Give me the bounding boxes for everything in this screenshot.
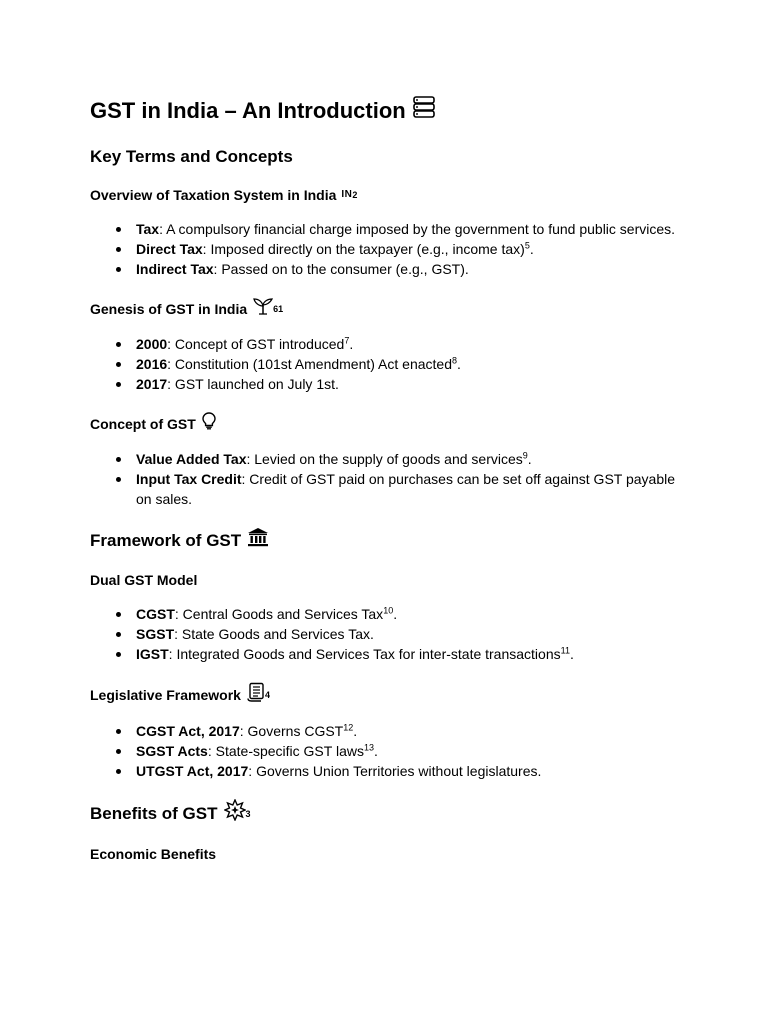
scroll-icon [247, 682, 265, 707]
india-flag-icon: IN [341, 189, 353, 200]
subheading-concept: Concept of GST [90, 412, 690, 435]
list-item: Direct Tax: Imposed directly on the taxpayer (e.g., income tax)$^5$. [136, 239, 690, 259]
seedling-icon [253, 297, 273, 320]
bank-building-icon [247, 527, 269, 554]
footnote-ref: 10 [383, 605, 394, 616]
footnote-ref: 13 [363, 742, 374, 753]
list-item: 2016: Constitution (101st Amendment) Act enacted$^8$. [136, 354, 690, 374]
footnote-ref: 5 [524, 240, 530, 251]
sparkle-badge-icon [224, 799, 246, 828]
list-item: IGST: Integrated Goods and Services Tax for inter-state transactions$^{11}$. [136, 644, 690, 664]
page-title: GST in India – An Introduction [90, 95, 690, 127]
list-item: CGST: Central Goods and Services Tax$^{10}$. [136, 604, 690, 624]
subheading-dual-model: Dual GST Model [90, 572, 198, 588]
list-item: Input Tax Credit: Credit of GST paid on purchases can be set off against GST payable on sales. [136, 469, 690, 509]
legislative-list [90, 721, 690, 781]
subheading-economic-benefits: Economic Benefits [90, 846, 217, 862]
overview-list [90, 219, 690, 279]
section-heading-key-terms: Key Terms and Concepts [90, 147, 293, 166]
list-item: Indirect Tax: Passed on to the consumer (e.g., GST). [136, 259, 690, 279]
list-item: SGST: State Goods and Services Tax. [136, 624, 690, 644]
footnote-ref: 12 [343, 722, 354, 733]
list-item: 2000: Concept of GST introduced$^7$. [136, 334, 690, 354]
section-heading-benefits: Benefits of GST 3 [90, 799, 690, 828]
concept-list [90, 449, 690, 509]
list-item: SGST Acts: State-specific GST laws$^{13}$. [136, 741, 690, 761]
list-item: UTGST Act, 2017: Governs Union Territories without legislatures. [136, 761, 690, 781]
list-item: CGST Act, 2017: Governs CGST$^{12}$. [136, 721, 690, 741]
list-item: 2017: GST launched on July 1st. [136, 374, 690, 394]
genesis-list [90, 334, 690, 394]
footnote-ref: 11 [560, 645, 570, 656]
subheading-legislative: Legislative Framework 4 [90, 682, 690, 707]
list-item: Value Added Tax: Levied on the supply of goods and services$^9$. [136, 449, 690, 469]
dual-model-list [90, 604, 690, 664]
subheading-overview: Overview of Taxation System in India IN 2 [90, 187, 358, 203]
light-bulb-icon [202, 412, 216, 435]
books-icon [412, 95, 436, 127]
section-heading-framework: Framework of GST [90, 527, 690, 554]
footnote-ref: 8 [451, 355, 457, 366]
subheading-genesis: Genesis of GST in India 61 [90, 297, 690, 320]
footnote-ref: 7 [344, 335, 350, 346]
list-item: Tax: A compulsory financial charge imposed by the government to fund public services. [136, 219, 690, 239]
footnote-ref: 9 [522, 450, 528, 461]
document-page [90, 95, 690, 878]
